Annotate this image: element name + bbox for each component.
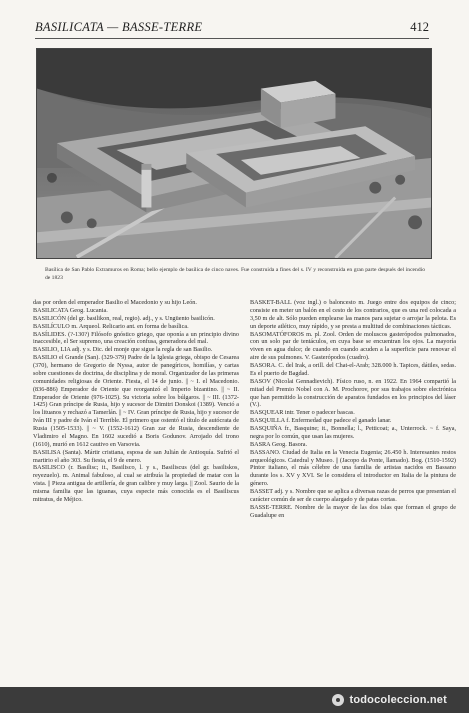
entry-paragraph: BASILISA (Santa). Mártir cristiana, esposa de san Julián de Antioquía. Sufrió el martirio el año 303. Su fiesta, el 9 de enero.	[33, 448, 239, 464]
photo-caption: Basílica de San Pablo Extramuros en Roma; bello ejemplo de basílica de cinco naves. Fue construida a fines del s. IV y reconstruida en gran parte después del incendio de 1823	[45, 267, 425, 281]
logo-icon	[332, 694, 344, 706]
entry-paragraph: BASILICATA Geog. Lucania.	[33, 306, 108, 314]
entry-paragraph: BASILICÓN (del gr. basilikon, real, regio). adj., y s. Ungüento basilicón.	[33, 314, 215, 322]
entry-paragraph: BASRA Geog. Basora.	[250, 440, 308, 448]
entry-paragraph: BASQUIÑA fr., Basquine; it., Bonnella; l., Petticoat; a., Unterrock. ~ f. Saya, negra por lo común, que usan las mujeres.	[250, 425, 456, 440]
entry-paragraph: BASÍLIDES. (?-130?) Filósofo gnóstico griego, que oponía a un principio divino inaccesible, el Ser supremo, una creación confusa, generadora del mal.	[33, 330, 239, 346]
basilica-photo	[36, 48, 432, 259]
entry-paragraph: BASQUILLA f. Enfermedad que padece el ganado lanar.	[250, 417, 392, 425]
entry-paragraph: BASOMATÓFOROS m. pl. Zool. Orden de moluscos gasterópodos pulmonados, con un solo par de tentáculos, en cuya base se encuentran los ojos. La mayoría viven en agua dulce; de cuando en cuando acuden a la superficie para renovar el aire de sus pulmones. V. Gasterópodos (cuadro).	[250, 330, 456, 362]
entry-paragraph: BASQUEAR intr. Tener o padecer bascas.	[250, 409, 355, 417]
entry-paragraph: BASKET-BALL (voz ingl.) o baloncesto m. Juego entre dos equipos de cinco; consiste en meter un balón en el cesto de los contrarios, que es una red colocada a 3,50 m de alt. Sólo pueden emplearse las manos para sujetar o arrojar la pelota. Es un deporte atlético, muy rápido, y se presta a multitud de combinaciones tácticas.	[250, 299, 456, 330]
entry-paragraph: BASOV (Nicolai Gennadievich). Físico ruso, n. en 1922. En 1964 compartió la mitad del Premio Nobel con A. M. Prochorov, por sus trabajos sobre electrónica que han permitido la construcción de aparatos fundados en los principios del láser (V.).	[250, 377, 456, 409]
right-column	[250, 299, 456, 520]
entry-paragraph: BASORA. C. del Irak, a orill. del Chat-el-Arab; 328.000 h. Tapices, dátiles, sedas. Es el puerto de Bagdad.	[250, 362, 456, 377]
entry-paragraph: BASSE-TERRE. Nombre de la mayor de las dos islas que forman el grupo de Guadalupe en	[250, 503, 456, 519]
entry-paragraph: BASILIO, LIA adj. y s. Dic. del monje que sigue la regla de san Basilio.	[33, 346, 213, 354]
entry-paragraph: BASSET adj. y s. Nombre que se aplica a diversas razas de perros que presentan el carácter común de ser de cuerpo alargado y de patas cortas.	[250, 488, 456, 503]
watermark-text: todocoleccion.net	[349, 694, 447, 706]
entry-paragraph: das por orden del emperador Basilio el Macedonio y su hijo León.	[33, 299, 197, 306]
running-header	[35, 18, 429, 39]
header-title: BASILICATA — BASSE-TERRE	[35, 20, 203, 34]
aerial-basilica-illustration	[37, 49, 431, 258]
entry-paragraph: BASSANO. Ciudad de Italia en la Venecia Eugenia; 26.450 h. Interesantes restos arqueológicos. Catedral y Museo. || (Jacopo da Ponte, llamado). Bog. (1510-1592) Pintor italiano, el más célebre de una familia de artistas nacidos en Bassano durante los s. XV y XVI. Se le considera el introductor en Italia de la pintura de género.	[250, 448, 456, 488]
left-column	[33, 299, 239, 504]
watermark-banner	[0, 687, 469, 713]
entry-paragraph: BASILÍCULO m. Arqueol. Relicario ant. en forma de basílica.	[33, 322, 189, 330]
page-number: 412	[410, 20, 429, 34]
entry-paragraph: BASILIO el Grande (San). (329-379) Padre de la Iglesia griega, obispo de Cesarea (370), hermano de Gregorio de Nyssa, autor de panegíricos, homilías, y cartas sobre cuestiones de doctrina, de disciplina y de moral. Organizador de las primeras comunidades religiosas de Oriente. Fiesta, el 14 de junio. || ~ I. el Macedonio. (836-886) Emperador de Oriente que reorganizó el Imperio bizantino. || ~ II. Emperador de Oriente (976-1025). Su victoria sobre los búlgaros. || ~ III. (1372-1425) Gran príncipe de Rusia, hijo y sucesor de Dimitri Donskoi (1389). Venció a los lituanos y rechazó a Tamerlán. || ~ IV. Gran príncipe de Rusia, hijo y sucesor de Iván III y padre de Iván el Terrible. El primero que ostentó el título de autócrata de Rusia (1505-1533). || ~ V. (1552-1612) Gran zar de Rusia, descendiente de Vladimiro el Magno. En 1602 sucedió a Boris Godunov. Arrojado del trono (1610), murió en 1612 cautivo en Varsovia.	[33, 354, 239, 448]
entry-paragraph: BASILISCO (r. Basilisc; it., Basilisco, l. y s., Basiliscus (del gr. basiliskos, reyezuelo). m. Animal fabuloso, al cual se atribuía la propiedad de matar con la vista. || Pieza antigua de artillería, de gran calibre y muy larga. || Zool. Saurio de la misma familia que las iguanas, cuya especie más conocida es el Basiliscus mitratus, de Méjico.	[33, 464, 239, 503]
